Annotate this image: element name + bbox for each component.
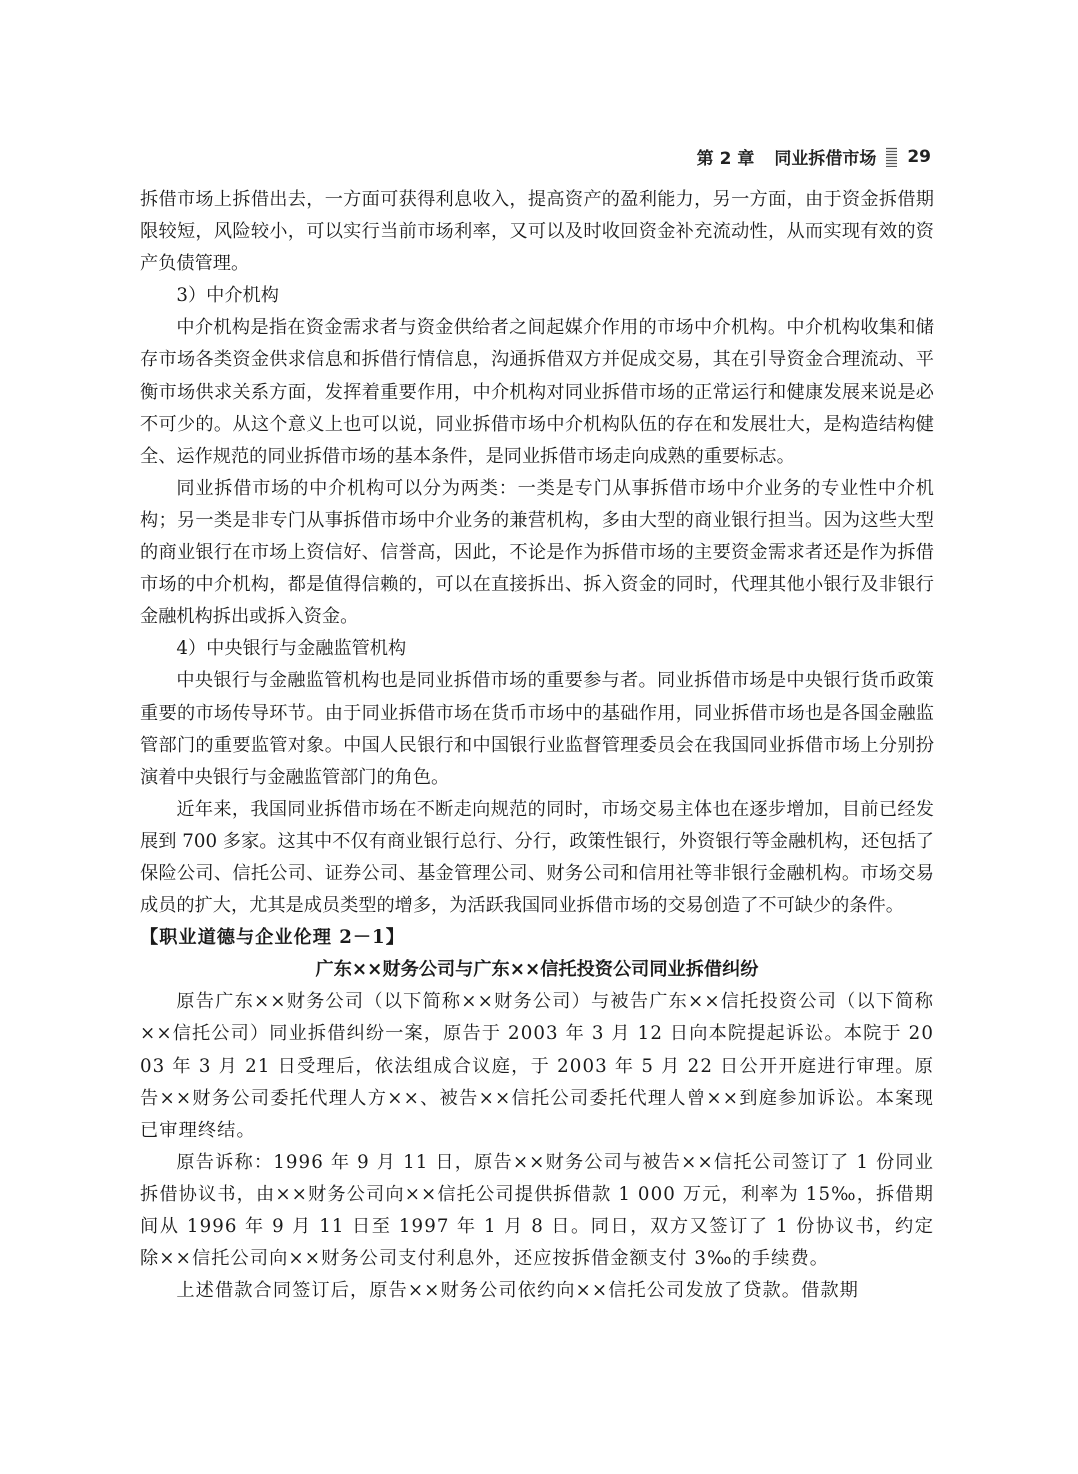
paragraph: 近年来，我国同业拆借市场在不断走向规范的同时，市场交易主体也在逐步增加，目前已经发展到 700 多家。这其中不仅有商业银行总行、分行，政策性银行，外资银行等金融机构，还包括了保险公司、信托公司、证券公司、基金管理公司、财务公司和信用社等非银行金融机构。市场交易成员的扩大，尤其是成员类型的增多，为活跃我国同业拆借市场的交易创造了不可缺少的条件。	[140, 798, 934, 917]
paragraph: 同业拆借市场的中介机构可以分为两类：一类是专门从事拆借市场中介业务的专业性中介机构；另一类是非专门从事拆借市场中介业务的兼营机构，多由大型的商业银行担当。因为这些大型的商业银行在市场上资信好、信誉高，因此，不论是作为拆借市场的主要资金需求者还是作为拆借市场的中介机构，都是值得信赖的，可以在直接拆出、拆入资金的同时，代理其他小银行及非银行金融机构拆出或拆入资金。	[140, 477, 934, 628]
header-pattern-icon	[886, 147, 897, 167]
case-title: 广东××财务公司与广东××信托投资公司同业拆借纠纷	[315, 959, 759, 981]
paragraph: 中介机构是指在资金需求者与资金供给者之间起媒介作用的市场中介机构。中介机构收集和储存市场各类资金供求信息和拆借行情信息，沟通拆借双方并促成交易，其在引导资金合理流动、平衡市场供求关系方面，发挥着重要作用，中介机构对同业拆借市场的正常运行和健康发展来说是必不可少的。从这个意义上也可以说，同业拆借市场中介机构队伍的存在和发展壮大，是构造结构健全、运作规范的同业拆借市场的基本条件，是同业拆借市场走向成熟的重要标志。	[140, 317, 934, 467]
case-paragraph: 上述借款合同签订后，原告××财务公司依约向××信托公司发放了贷款。借款期	[176, 1280, 859, 1302]
page-body	[140, 184, 934, 1307]
chapter-title: 同业拆借市场	[774, 149, 877, 169]
running-header	[697, 144, 931, 169]
paragraph: 中央银行与金融监管机构也是同业拆借市场的重要参与者。同业拆借市场是中央银行货币政策重要的市场传导环节。由于同业拆借市场在货币市场中的基础作用，同业拆借市场也是各国金融监管部门的重要监管对象。中国人民银行和中国银行业监督管理委员会在我国同业拆借市场上分别扮演着中央银行与金融监管部门的角色。	[140, 670, 934, 788]
subsection-heading: 4）中央银行与金融监管机构	[176, 638, 407, 660]
chapter-number: 第 2 章	[696, 149, 755, 169]
case-paragraph: 原告广东××财务公司（以下简称××财务公司）与被告广东××信托投资公司（以下简称××信托公司）同业拆借纠纷一案，原告于 2003 年 3 月 12 日向本院提起诉讼。本院于 2003 年 3 月 21 日受理后，依法组成合议庭，于 2003 年 5 月 22 日公开开庭进行审理。原告××财务公司委托代理人方××、被告××信托公司委托代理人曾××到庭参加诉讼。本案现已审理终结。	[140, 991, 934, 1141]
box-title: 【职业道德与企业伦理 2－1】	[140, 927, 405, 949]
page-number: 29	[907, 146, 931, 167]
case-paragraph: 原告诉称：1996 年 9 月 11 日，原告××财务公司与被告××信托公司签订了 1 份同业拆借协议书，由××财务公司向××信托公司提供拆借款 1 000 万元，利率为 15‰，拆借期间从 1996 年 9 月 11 日至 1997 年 1 月 8 日。同日，双方又签订了 1 份协议书，约定除××信托公司向××财务公司支付利息外，还应按拆借金额支付 3‰的手续费。	[140, 1151, 934, 1270]
subsection-heading: 3）中介机构	[176, 285, 279, 307]
paragraph: 拆借市场上拆借出去，一方面可获得利息收入，提高资产的盈利能力，另一方面，由于资金拆借期限较短，风险较小，可以实行当前市场利率，又可以及时收回资金补充流动性，从而实现有效的资产负债管理。	[140, 189, 934, 275]
